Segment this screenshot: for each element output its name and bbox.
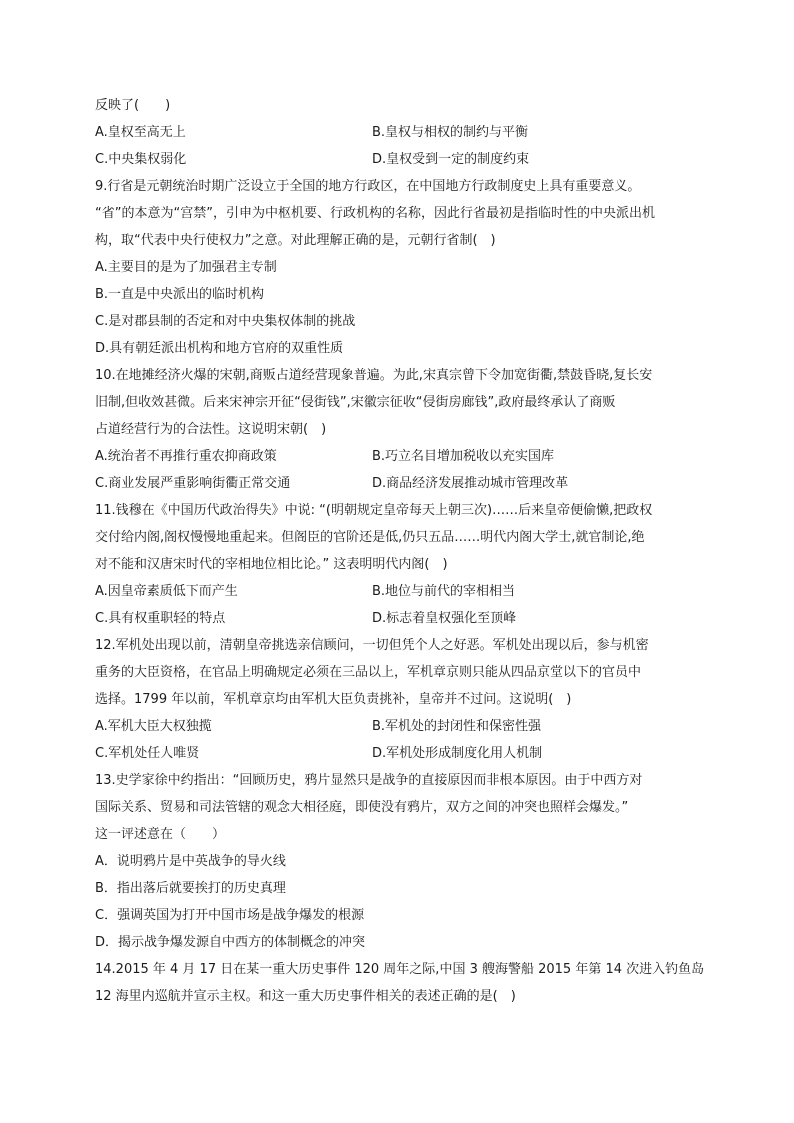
option-c: C.中央集权弱化 (95, 152, 187, 167)
option-row (95, 443, 705, 470)
option-row (95, 740, 705, 767)
question-stem-line: 交付给内阁,阁权慢慢地重起来。但阁臣的官阶还是低,仍只五品……明代内阁大学士,就官制论,绝 (95, 530, 645, 545)
question-stem-line: 国际关系、贸易和司法管辖的观念大相径庭，即使没有鸦片，双方之间的冲突也照样会爆发。” (95, 800, 629, 815)
question-stem-line: 9.行省是元朝统治时期广泛设立于全国的地方行政区，在中国地方行政制度史上具有重要意义。 (95, 179, 641, 194)
question-stem-line: 11.钱穆在《中国历代政治得失》中说: “(明朝规定皇帝每天上朝三次)……后来皇帝便偷懒,把政权 (95, 503, 653, 518)
option-row (95, 470, 705, 497)
option-a: A.军机大臣大权独揽 (95, 719, 212, 734)
option-c: C．强调英国为打开中国市场是战争爆发的根源 (95, 908, 365, 923)
question-14 (95, 956, 705, 1010)
question-stem-line: 这一评述意在（ ） (95, 827, 226, 842)
option-d: D.标志着皇权强化至顶峰 (372, 611, 517, 626)
option-c: C.商业发展严重影响街衢正常交通 (95, 476, 291, 491)
option-a: A.主要目的是为了加强君主专制 (95, 260, 277, 275)
option-d: D.商品经济发展推动城市管理改革 (372, 476, 569, 491)
question-stem-line: 12.军机处出现以前，清朝皇帝挑选亲信顾问，一切但凭个人之好恶。军机处出现以后，参与机密 (95, 638, 649, 653)
question-8 (95, 92, 705, 173)
option-b: B．指出落后就要挨打的历史真理 (95, 881, 286, 896)
question-12 (95, 632, 705, 767)
option-d: D.皇权受到一定的制度约束 (372, 152, 530, 167)
option-d: D.军机处形成制度化用人机制 (372, 746, 543, 761)
question-stem-line: 旧制,但收效甚微。后来宋神宗开征“侵街钱”,宋徽宗征收“侵街房廊钱”,政府最终承认了商贩 (95, 395, 616, 410)
option-c: C.军机处任人唯贤 (95, 746, 200, 761)
question-stem-line: 对不能和汉唐宋时代的宰相地位相比论。” 这表明明代内阁( ) (95, 557, 448, 572)
option-a: A．说明鸦片是中英战争的导火线 (95, 854, 286, 869)
question-stem-line: 占道经营行为的合法性。这说明宋朝( ) (95, 422, 327, 437)
question-stem-line: 选择。1799 年以前，军机章京均由军机大臣负责挑补，皇帝并不过问。这说明( ) (95, 692, 572, 707)
option-row (95, 578, 705, 605)
question-13 (95, 767, 705, 956)
question-stem-line: 14.2015 年 4 月 17 日在某一重大历史事件 120 周年之际,中国 3 艘海警船 2015 年第 14 次进入钓鱼岛 (95, 962, 705, 977)
question-stem-line: 重务的大臣资格，在官品上明确规定必须在三品以上，军机章京则只能从四品京堂以下的官员中 (95, 665, 642, 680)
question-stem-line: 13.史学家徐中约指出：“回顾历史，鸦片显然只是战争的直接原因而非根本原因。由于中西方对 (95, 773, 643, 788)
question-9 (95, 173, 705, 362)
question-stem-line: 10.在地摊经济火爆的宋朝,商贩占道经营现象普遍。为此,宋真宗曾下令加宽街衢,禁鼓昏晓,复长安 (95, 368, 653, 383)
option-b: B.军机处的封闭性和保密性强 (372, 719, 542, 734)
option-row (95, 605, 705, 632)
option-d: D．揭示战争爆发源自中西方的体制概念的冲突 (95, 935, 366, 950)
question-stem-line: 12 海里内巡航并宣示主权。和这一重大历史事件相关的表述正确的是( ) (95, 989, 516, 1004)
question-stem-line: 构，取“代表中央行使权力”之意。对此理解正确的是，元朝行省制( ) (95, 233, 496, 248)
option-row (95, 119, 705, 146)
option-c: C.是对郡县制的否定和对中央集权体制的挑战 (95, 314, 356, 329)
option-row (95, 713, 705, 740)
question-stem-line: “省”的本意为“宫禁”，引申为中枢机要、行政机构的名称，因此行省最初是指临时性的中央派出机 (95, 206, 655, 221)
question-10 (95, 362, 705, 497)
option-row (95, 146, 705, 173)
option-a: A.统治者不再推行重农抑商政策 (95, 449, 277, 464)
option-d: D.具有朝廷派出机构和地方官府的双重性质 (95, 341, 344, 356)
option-b: B.地位与前代的宰相相当 (372, 584, 516, 599)
option-b: B.一直是中央派出的临时机构 (95, 287, 265, 302)
exam-page (95, 92, 705, 1010)
option-a: A.因皇帝素质低下而产生 (95, 584, 238, 599)
option-b: B.皇权与相权的制约与平衡 (372, 125, 529, 140)
option-b: B.巧立名目增加税收以充实国库 (372, 449, 555, 464)
question-8-stem-tail: 反映了( ) (95, 98, 171, 113)
option-a: A.皇权至高无上 (95, 125, 186, 140)
question-11 (95, 497, 705, 632)
option-c: C.具有权重职轻的特点 (95, 611, 226, 626)
